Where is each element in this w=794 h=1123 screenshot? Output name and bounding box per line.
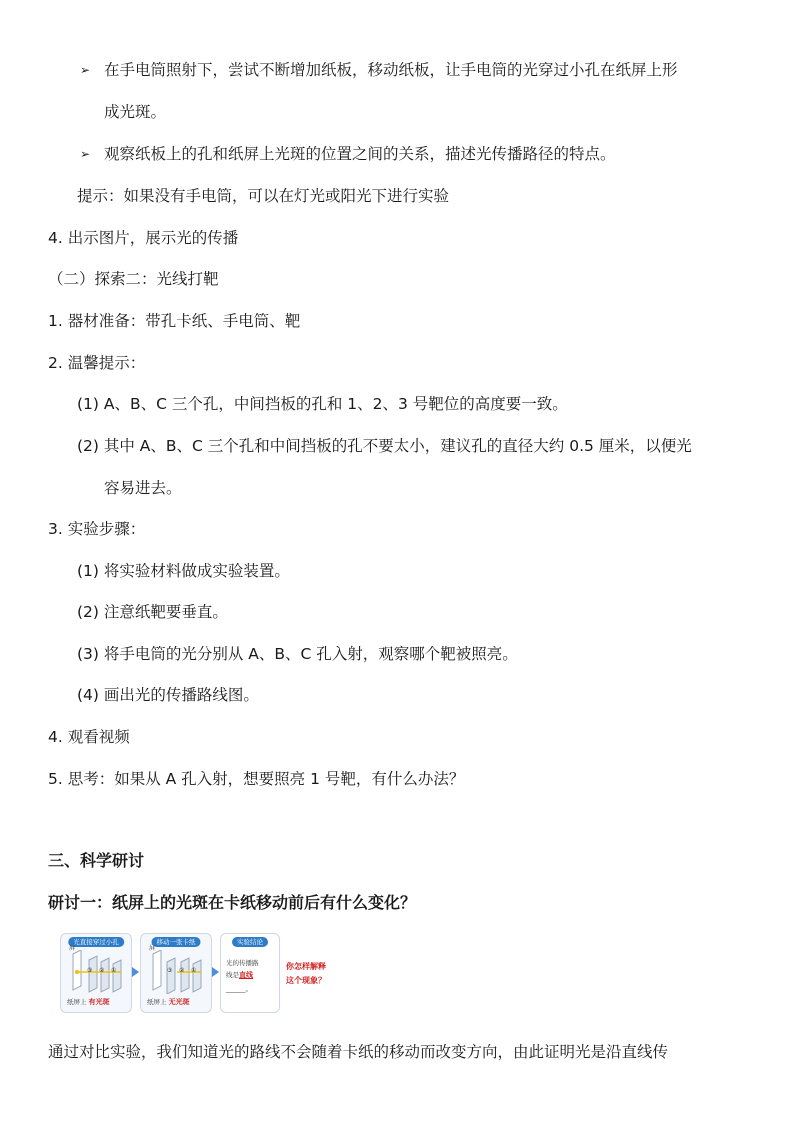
conclusion-text: 线是直线 bbox=[226, 971, 253, 979]
list-item: 5. 思考：如果从 A 孔入射，想要照亮 1 号靶，有什么办法？ bbox=[48, 770, 465, 788]
panel-title: 移动一张卡纸 bbox=[152, 937, 201, 947]
bullet-text: 在手电筒照射下，尝试不断增加纸板，移动纸板，让手电筒的光穿过小孔在纸屏上形 bbox=[104, 61, 678, 79]
list-item: 3. 实验步骤： bbox=[48, 520, 146, 538]
screen-label: 屏 bbox=[69, 945, 76, 952]
bullet-text: 观察纸板上的孔和纸屏上光斑的位置之间的关系，描述光传播路径的特点。 bbox=[104, 145, 616, 163]
list-item: 2. 温馨提示： bbox=[48, 354, 146, 372]
paragraph: 通过对比实验，我们知道光的路线不会随着卡纸的移动而改变方向，由此证明光是沿直线传 bbox=[48, 1043, 669, 1061]
arrow-right-icon bbox=[132, 967, 139, 977]
sub-item: (4) 画出光的传播路线图。 bbox=[77, 686, 259, 704]
figure-panel bbox=[60, 933, 132, 1013]
screen-label: 屏 bbox=[149, 945, 156, 952]
sub-item: (2) 其中 A、B、C 三个孔和中间挡板的孔不要太小，建议孔的直径大约 0.5 厘米，以便光 bbox=[77, 437, 692, 455]
conclusion-text: 光的传播路 bbox=[226, 959, 259, 967]
question-text: 你怎样解释 bbox=[286, 962, 326, 971]
list-item: 1. 器材准备：带孔卡纸、手电筒、靶 bbox=[48, 312, 301, 330]
sub-item-cont: 容易进去。 bbox=[104, 479, 182, 497]
panel-title: 实验结论 bbox=[232, 937, 268, 947]
section-heading: （二）探索二：光线打靶 bbox=[48, 270, 219, 288]
bullet-icon: ➢ bbox=[80, 63, 91, 77]
list-item: 4. 出示图片，展示光的传播 bbox=[48, 229, 239, 247]
figure-panel bbox=[220, 933, 280, 1013]
conclusion-blank: ______。 bbox=[226, 985, 252, 993]
panel-title: 光直接穿过小孔 bbox=[68, 937, 124, 947]
sub-item: (3) 将手电筒的光分别从 A、B、C 孔入射，观察哪个靶被照亮。 bbox=[77, 645, 518, 663]
hole-label: ① bbox=[111, 967, 117, 974]
question-text: 这个现象？ bbox=[286, 976, 326, 985]
hole-label: ② bbox=[179, 967, 185, 974]
sub-item: (2) 注意纸靶要垂直。 bbox=[77, 603, 228, 621]
arrow-right-icon bbox=[212, 967, 219, 977]
bullet-text-cont: 成光斑。 bbox=[104, 103, 167, 121]
sub-item: (1) A、B、C 三个孔，中间挡板的孔和 1、2、3 号靶位的高度要一致。 bbox=[77, 395, 568, 413]
hole-label: ③ bbox=[167, 967, 173, 974]
experiment-figure bbox=[60, 933, 350, 1013]
bullet-icon: ➢ bbox=[80, 147, 91, 161]
hole-label: ③ bbox=[87, 967, 93, 974]
section-heading: 三、科学研讨 bbox=[48, 851, 145, 870]
hole-label: ① bbox=[191, 967, 197, 974]
hint-text: 提示：如果没有手电筒，可以在灯光或阳光下进行实验 bbox=[77, 187, 450, 205]
hole-label: ② bbox=[99, 967, 105, 974]
discussion-heading: 研讨一：纸屏上的光斑在卡纸移动前后有什么变化？ bbox=[48, 893, 417, 912]
sub-item: (1) 将实验材料做成实验装置。 bbox=[77, 562, 290, 580]
panel-caption: 纸屏上 有光斑 bbox=[67, 998, 110, 1006]
list-item: 4. 观看视频 bbox=[48, 728, 130, 746]
figure-panel bbox=[140, 933, 212, 1013]
panel-caption: 纸屏上 无光斑 bbox=[147, 998, 190, 1006]
